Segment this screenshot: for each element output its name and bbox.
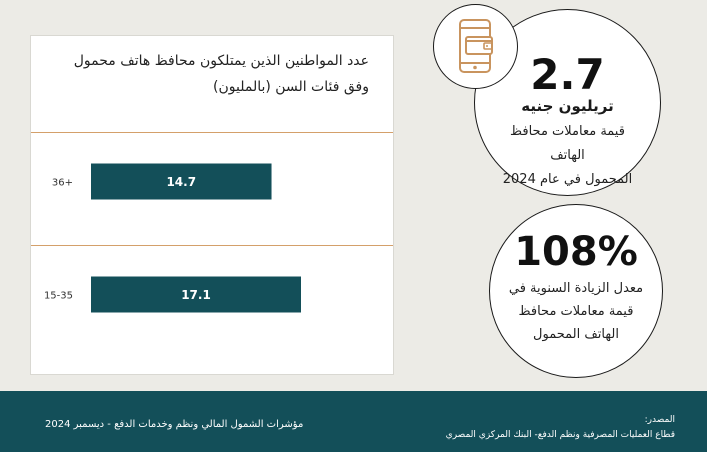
transactions-unit: تريليون جنيه <box>521 97 614 115</box>
bar-value-label: 14.7 <box>166 175 197 189</box>
bar-chart <box>31 36 395 376</box>
transactions-desc-line-1: قيمة معاملات محافظ الهاتف <box>510 124 625 163</box>
growth-desc-line-2: قيمة معاملات محافظ <box>518 304 634 319</box>
growth-description <box>508 277 644 346</box>
bar-value-label: 17.1 <box>181 288 211 302</box>
mobile-wallet-icon-circle <box>433 4 518 89</box>
growth-desc-line-1: معدل الزيادة السنوية في <box>508 281 644 296</box>
chart-panel <box>30 35 394 375</box>
footer-publication: مؤشرات الشمول المالي ونظم وخدمات الدفع - ديسمبر 2024 <box>45 419 304 430</box>
transactions-description <box>497 120 638 192</box>
growth-value: 108% <box>514 229 638 275</box>
stat-circle-growth <box>489 204 663 378</box>
transactions-value: 2.7 <box>530 50 605 99</box>
footer-bar <box>0 391 707 452</box>
category-label: 15-35 <box>43 290 73 302</box>
transactions-desc-line-2: المحمول في عام 2024 <box>502 172 633 187</box>
footer-source <box>446 413 675 443</box>
footer-source-text: قطاع العمليات المصرفية ونظم الدفع- البنك المركزي المصري <box>445 430 675 440</box>
chart-title-line-2: وفق فئات السن (بالمليون) <box>213 79 369 95</box>
mobile-wallet-icon <box>454 17 498 77</box>
chart-title-line-1: عدد المواطنين الذين يمتلكون محافظ هاتف محمول <box>73 53 369 69</box>
growth-desc-line-3: الهاتف المحمول <box>533 327 619 342</box>
footer-source-label: المصدر: <box>644 415 675 425</box>
category-label: 36+ <box>51 177 73 189</box>
